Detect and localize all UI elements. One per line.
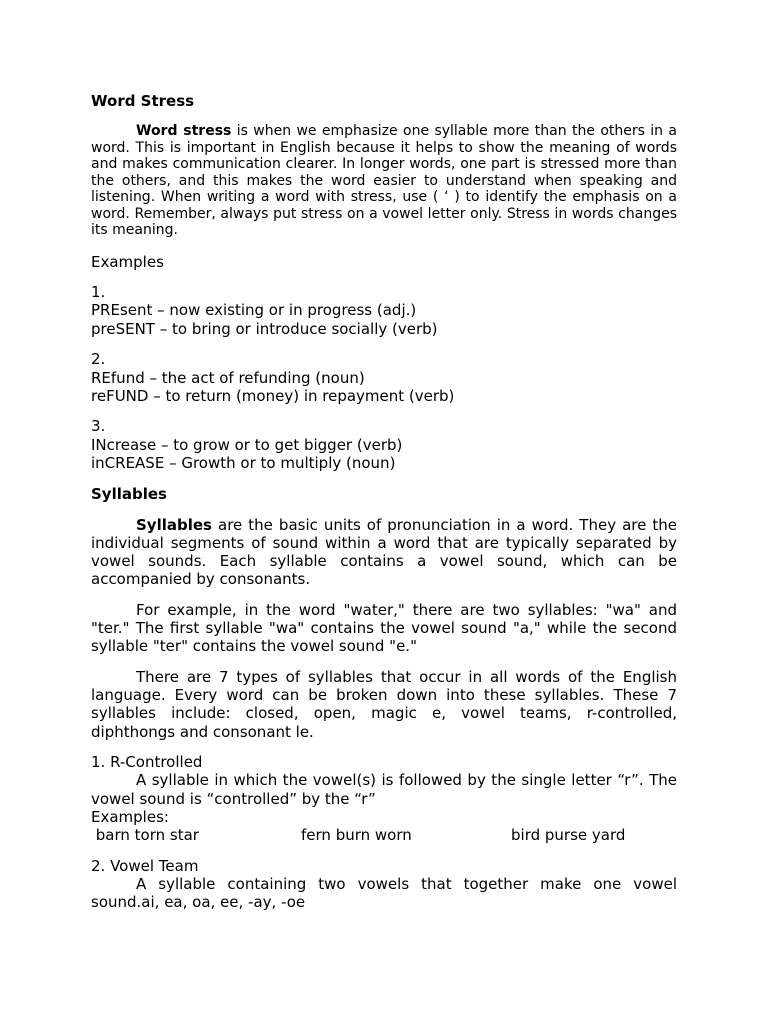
example-line: PREsent – now existing or in progress (adj.) — [91, 301, 417, 320]
syllable-type-description: A syllable containing two vowels that together make one vowel sound.ai, ea, oa, ee, -ay, -oe — [91, 874, 677, 912]
example-words: bird purse yard — [511, 826, 626, 845]
syllable-type-heading: 2. Vowel Team — [91, 856, 199, 875]
syllable-type-vowel-team — [91, 857, 677, 912]
syllables-paragraph — [91, 516, 677, 589]
example-words: fern burn worn — [301, 826, 412, 845]
example-line: reFUND – to return (money) in repayment (verb) — [91, 386, 455, 405]
examples-heading: Examples — [91, 252, 164, 271]
syllables-term: Syllables — [136, 515, 212, 534]
example-line: INcrease – to grow or to get bigger (verb) — [91, 435, 403, 454]
document-body — [91, 92, 677, 911]
example-words: barn torn star — [91, 826, 199, 845]
syllables-example-paragraph: For example, in the word "water," there are two syllables: "wa" and "ter." The first syllable "wa" contains the vowel sound "a," while the second syllable "ter" contains the vowel sound "e." — [91, 600, 677, 656]
syllable-examples-label: Examples: — [91, 807, 169, 826]
example-number: 2. — [91, 350, 106, 369]
syllable-types-paragraph: There are 7 types of syllables that occur in all words of the English language. Every word can be broken down into these syllables. These 7 syllables include: closed, open, magic e, vowel teams, r-controlled, diphthongs and consonant le. — [91, 667, 677, 741]
word-stress-paragraph — [91, 123, 677, 239]
example-line: inCREASE – Growth or to multiply (noun) — [91, 453, 396, 472]
example-number: 3. — [91, 417, 106, 436]
word-stress-title: Word Stress — [91, 92, 195, 110]
word-stress-term: Word stress — [136, 123, 232, 139]
example-line: preSENT – to bring or introduce socially (verb) — [91, 319, 438, 338]
example-number: 1. — [91, 283, 106, 302]
syllables-title: Syllables — [91, 484, 167, 503]
syllable-examples-row — [91, 826, 677, 844]
stress-example-2 — [91, 350, 677, 405]
example-line: REfund – the act of refunding (noun) — [91, 368, 365, 387]
syllable-type-description: A syllable in which the vowel(s) is followed by the single letter “r”. The vowel sound is “controlled” by the “r” — [91, 771, 677, 808]
syllable-type-heading: 1. R-Controlled — [91, 753, 203, 772]
stress-example-3 — [91, 417, 677, 472]
word-stress-definition: is when we emphasize one syllable more than the others in a word. This is important in English because it helps to show the meaning of words and makes communication clearer. In longer words, one part is stressed more than the others, and this makes the word easier to understand when speaking and listening. When writing a word with stress, use ( ‘ ) to identify the emphasis on a word. Remember, always put stress on a vowel letter only. Stress in words changes its meaning. — [91, 123, 677, 238]
syllable-type-r-controlled — [91, 753, 677, 844]
syllables-definition: are the basic units of pronunciation in a word. They are the individual segments of sound within a word that are typically separated by vowel sounds. Each syllable contains a vowel sound, which can be accompanied by consonants. — [91, 515, 677, 589]
stress-example-1 — [91, 283, 677, 338]
